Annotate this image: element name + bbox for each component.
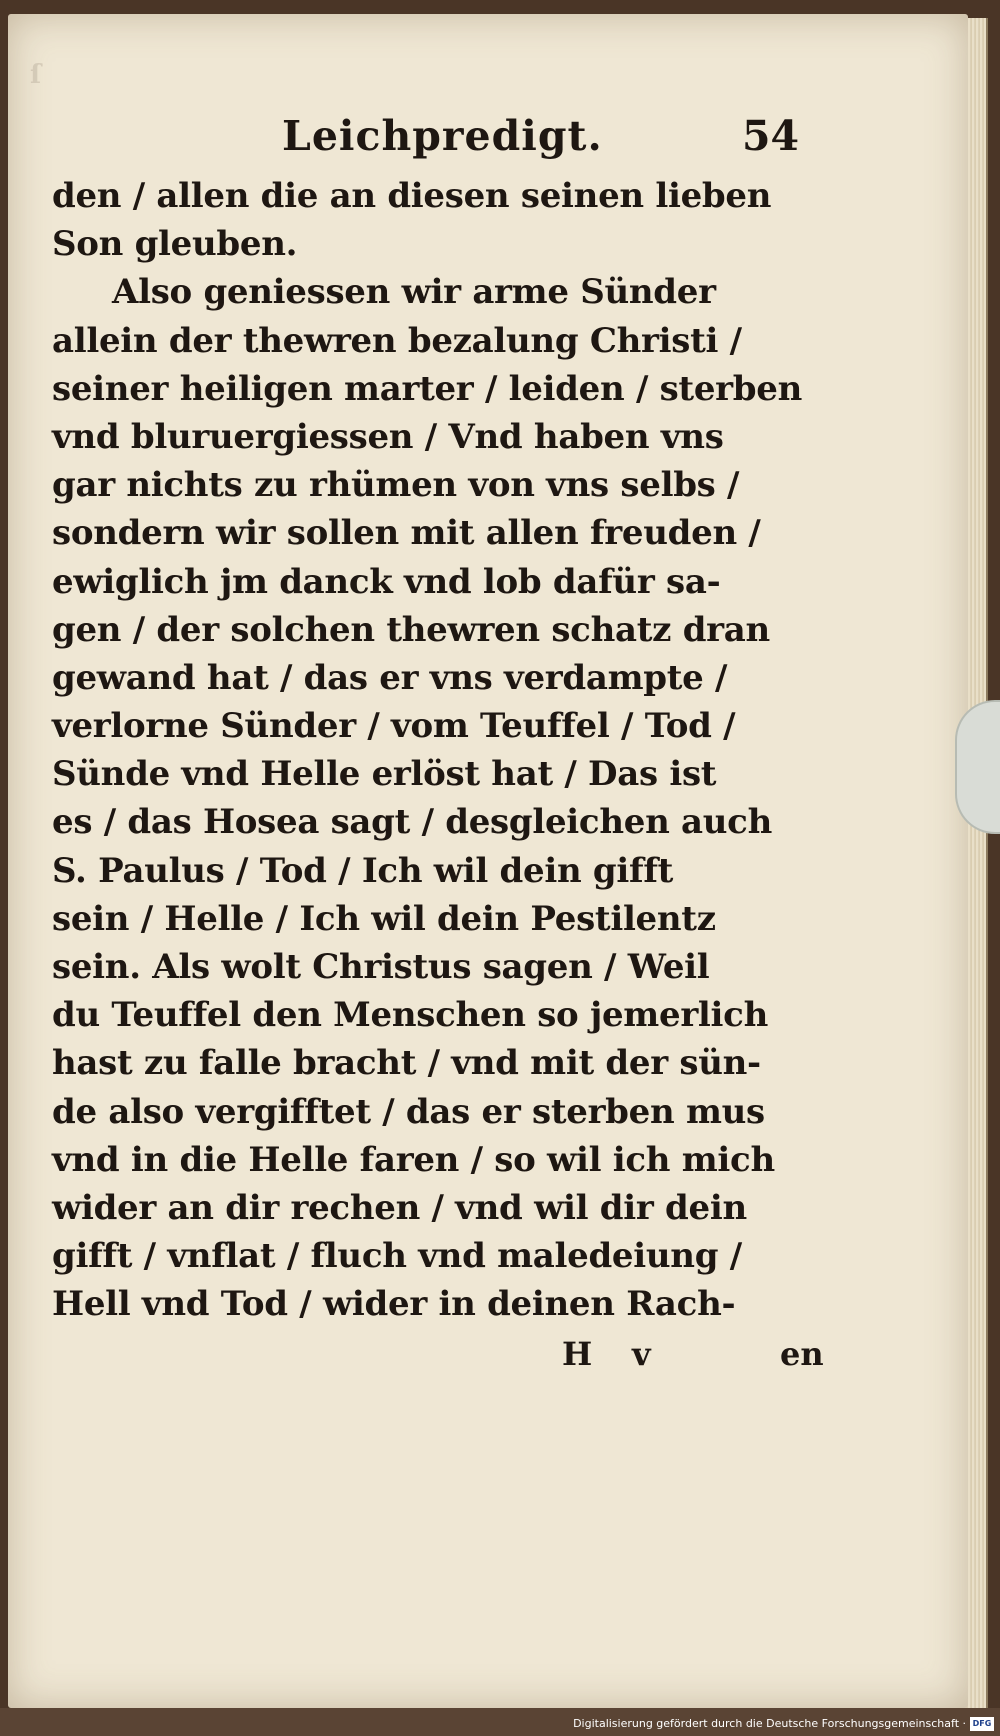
text-line: Son gleuben. <box>52 224 298 265</box>
text-line: es / das Hosea sagt / desgleichen auch <box>52 802 772 843</box>
text-line: sein / Helle / Ich wil dein Pestilentz <box>52 898 716 939</box>
text-line: Hell vnd Tod / wider in deinen Rach- <box>52 1284 736 1325</box>
text-line: gen / der solchen thewren schatz dran <box>52 609 770 650</box>
text-line: hast zu falle bracht / vnd mit der sün- <box>52 1043 761 1084</box>
signature-number: v <box>632 1334 651 1373</box>
page-header <box>52 112 852 172</box>
text-line: gewand hat / das er vns verdampte / <box>52 657 728 698</box>
text-line: seiner heiligen marter / leiden / sterben <box>52 368 803 409</box>
text-line: gar nichts zu rhümen von vns selbs / <box>52 465 740 506</box>
funding-credit: Digitalisierung gefördert durch die Deutsche Forschungsgemeinschaft · <box>573 1717 966 1730</box>
text-line: S. Paulus / Tod / Ich wil dein gifft <box>52 850 674 891</box>
paper-tab-marker <box>955 700 1000 834</box>
text-line: verlorne Sünder / vom Teuffel / Tod / <box>52 706 736 747</box>
running-head: Leichpredigt. <box>282 112 603 160</box>
signature-mark: H <box>562 1334 593 1373</box>
text-line: du Teuffel den Menschen so jemerlich <box>52 995 768 1036</box>
text-line: sein. Als wolt Christus sagen / Weil <box>52 947 710 987</box>
footer-bar <box>0 1708 1000 1736</box>
text-line: Also geniessen wir arme Sünder <box>112 272 716 313</box>
text-block <box>52 112 852 1385</box>
text-line: vnd bluruergiessen / Vnd haben vns <box>52 416 724 457</box>
signature-line <box>52 1335 852 1385</box>
text-line: sondern wir sollen mit allen freuden / <box>52 513 761 554</box>
page-number: 54 <box>742 112 800 160</box>
text-line: den / allen die an diesen seinen lieben <box>52 176 772 216</box>
text-line: wider an dir rechen / vnd wil dir dein <box>52 1187 747 1228</box>
body-text <box>52 172 852 1329</box>
text-line: de also vergifftet / das er sterben mus <box>52 1091 765 1132</box>
text-line: ewiglich jm danck vnd lob dafür sa- <box>52 561 721 602</box>
dfg-logo-icon: DFG <box>970 1717 994 1731</box>
show-through-mark: ſ <box>30 60 42 90</box>
text-line: vnd in die Helle faren / so wil ich mich <box>52 1139 775 1180</box>
text-line: allein der thewren bezalung Christi / <box>52 320 742 361</box>
text-line: gifft / vnflat / fluch vnd maledeiung / <box>52 1236 742 1277</box>
text-line: Sünde vnd Helle erlöst hat / Das ist <box>52 754 717 795</box>
catchword: en <box>780 1334 824 1373</box>
